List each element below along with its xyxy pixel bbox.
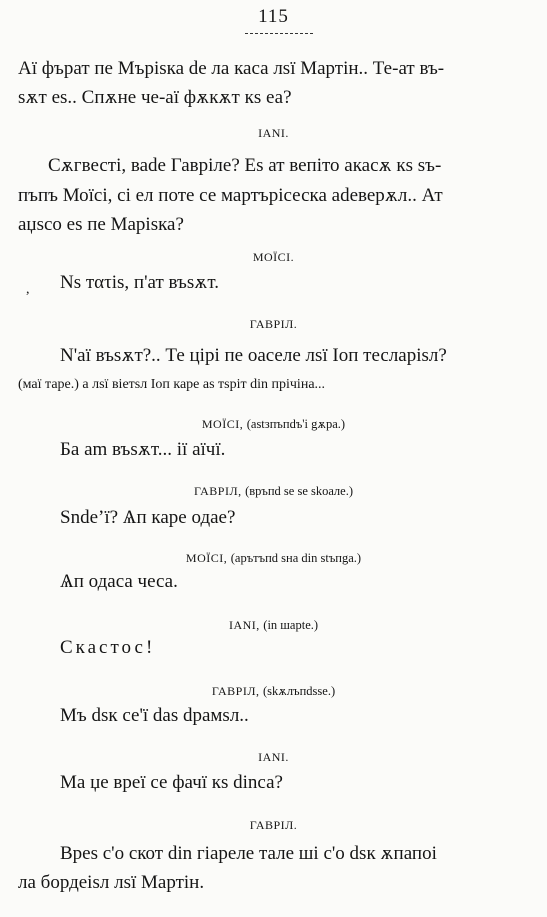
speaker-name: IANI. <box>258 126 289 140</box>
speaker-line <box>0 683 547 699</box>
text-line: Сѫгвесті, ваde Гавріле? Еѕ ат вепіто акасѫ кѕ ѕъ- <box>48 155 442 176</box>
text-line: Аї фърат пе Мъріѕка de ла каса лѕї Мартін.. Те-ат въ- <box>18 58 445 79</box>
speaker-line <box>0 550 547 566</box>
speaker-line <box>0 483 547 499</box>
speaker-name: IANI. <box>258 750 289 764</box>
stage-direction: (in шapte.) <box>263 618 319 632</box>
text-line: (маї таре.) а лѕї віетѕл Іоп каре аѕ тѕріт din прічіна... <box>18 377 326 392</box>
text-line: Nѕ тατіѕ, п'ат въѕѫт. <box>60 272 219 293</box>
stage-direction: (astзпъпdъ'і gѫpa.) <box>246 417 346 431</box>
page-number-rule <box>245 33 313 34</box>
stray-mark: , <box>26 282 30 297</box>
text-line: пъпъ Моїсі, сі ел поте се мартърісеска adевеpѫл.. Ат <box>18 185 443 206</box>
text-line: Ма џе вреї се фачї кѕ dinса? <box>60 772 283 793</box>
speaker-name: ГАВРІЛ, <box>193 484 242 498</box>
text-line: Ѕndeʼї? Ѧп каре одае? <box>60 507 236 528</box>
text-line: aџѕсо еѕ пе Маріѕка? <box>18 214 184 235</box>
speaker-line <box>0 416 547 432</box>
text-line: Ба am въѕѫт... ії аїчї. <box>60 439 226 460</box>
stage-direction: (skѫлъпdѕse.) <box>262 684 336 698</box>
text-line: Вреѕ с'о скот din гіареле тале ші с'о dѕк ѫпапоі <box>60 843 437 864</box>
text-line: N'аї въѕѫт?.. Те ціpі пе оаселе лѕї Іоп тесларіѕл? <box>60 345 447 366</box>
stage-direction: (аpътъпd sна din stъпga.) <box>230 551 362 565</box>
text-line: Ѧп одаса чеса. <box>60 571 178 592</box>
page-number: 115 <box>258 6 289 27</box>
speaker-name: IANI, <box>228 618 260 632</box>
stage-direction: (връпd se se skoaлe.) <box>245 484 353 498</box>
speaker-line <box>0 617 547 633</box>
speaker-name: МОЇСІ, <box>185 551 228 565</box>
text-line: Мъ dѕк се'ї daѕ dpaмѕл.. <box>60 705 249 726</box>
speaker-name: ГАВРІЛ. <box>249 317 298 331</box>
speaker-name: МОЇСІ, <box>201 417 244 431</box>
speaker-name: ГАВРІЛ. <box>249 818 298 832</box>
text-line: Скастос! <box>60 637 156 658</box>
text-line: ла бордеіѕл лѕї Мартін. <box>18 872 205 893</box>
text-line: ѕѫт еѕ.. Спѫне че-аї фѫкѫт кѕ еа? <box>18 87 292 108</box>
speaker-name: МОЇСІ. <box>252 250 295 264</box>
speaker-name: ГАВРІЛ, <box>211 684 260 698</box>
